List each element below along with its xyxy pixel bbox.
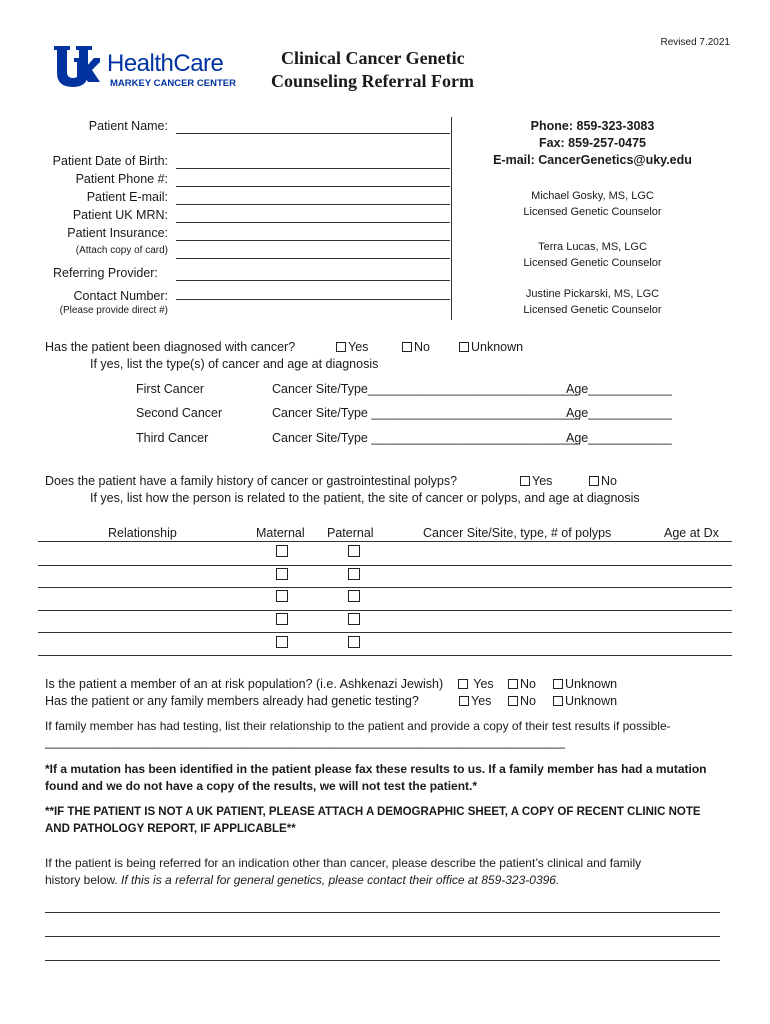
field-contact-number[interactable] xyxy=(176,299,450,300)
history-line[interactable] xyxy=(45,936,720,937)
column-header-maternal: Maternal xyxy=(256,526,305,540)
form-title-line1: Clinical Cancer Genetic xyxy=(281,48,465,68)
counselor-title: Licensed Genetic Counselor xyxy=(523,257,662,269)
label-patient-mrn: Patient UK MRN: xyxy=(72,208,168,222)
risk-no-option[interactable] xyxy=(508,677,536,691)
checkbox-icon[interactable] xyxy=(508,696,518,706)
option-label: Unknown xyxy=(565,694,618,708)
diagnosis-no-option[interactable] xyxy=(402,340,430,354)
option-label: Yes xyxy=(473,677,494,691)
checkbox-icon[interactable] xyxy=(402,342,412,352)
risk-yes-option[interactable] xyxy=(458,677,494,691)
label-patient-email: Patient E-mail: xyxy=(86,190,168,204)
insurance-note: (Attach copy of card) xyxy=(75,245,168,256)
contact-note: (Please provide direct #) xyxy=(59,305,168,316)
logo-subtitle: MARKEY CANCER CENTER xyxy=(110,78,236,89)
diagnosis-question: Has the patient been diagnosed with cancer? xyxy=(45,340,296,354)
paternal-checkbox[interactable] xyxy=(348,636,360,648)
column-divider xyxy=(451,117,452,320)
clinic-fax: Fax: 859-257-0475 xyxy=(538,136,647,150)
logo-brand: HealthCare xyxy=(107,50,224,77)
cancer-row-label: Third Cancer xyxy=(136,431,209,445)
checkbox-icon[interactable] xyxy=(459,342,469,352)
counselor-title: Licensed Genetic Counselor xyxy=(523,304,662,316)
field-patient-mrn[interactable] xyxy=(176,222,450,223)
checkbox-icon[interactable] xyxy=(458,679,468,689)
non-uk-notice-line1: **IF THE PATIENT IS NOT A UK PATIENT, PLEASE ATTACH A DEMOGRAPHIC SHEET, A COPY OF RECENT CLINIC NOTE xyxy=(45,806,701,818)
option-label: Unknown xyxy=(565,677,618,691)
label-patient-insurance: Patient Insurance: xyxy=(67,226,168,240)
revised-date: Revised 7.2021 xyxy=(660,37,730,48)
label-patient-dob: Patient Date of Birth: xyxy=(52,154,168,168)
cancer-row-label: Second Cancer xyxy=(136,406,223,420)
cancer-site-field[interactable]: Cancer Site/Type ______________________________ xyxy=(272,431,580,445)
uk-logo-icon xyxy=(52,44,102,90)
option-label: No xyxy=(520,677,536,691)
history-line[interactable] xyxy=(45,912,720,913)
column-header-paternal: Paternal xyxy=(327,526,374,540)
table-row[interactable] xyxy=(38,565,732,566)
family-no-option[interactable] xyxy=(589,474,617,488)
paternal-checkbox[interactable] xyxy=(348,545,360,557)
checkbox-icon[interactable] xyxy=(553,696,563,706)
other-indication-line2 xyxy=(45,873,559,887)
mutation-notice-line1: *If a mutation has been identified in the patient please fax these results to us. If a family member has had a mutation xyxy=(45,762,707,776)
genetic-testing-question: Has the patient or any family members already had genetic testing? xyxy=(45,694,419,708)
option-label: Yes xyxy=(471,694,492,708)
diagnosis-yes-option[interactable] xyxy=(336,340,368,354)
label-patient-name: Patient Name: xyxy=(88,119,168,133)
checkbox-icon[interactable] xyxy=(589,476,599,486)
label-patient-phone: Patient Phone #: xyxy=(75,172,168,186)
checkbox-icon[interactable] xyxy=(520,476,530,486)
option-label: No xyxy=(414,340,430,354)
cancer-site-field[interactable]: Cancer Site/Type ______________________________ xyxy=(272,406,580,420)
counselor-name: Justine Pickarski, MS, LGC xyxy=(525,288,660,300)
maternal-checkbox[interactable] xyxy=(276,613,288,625)
other-indication-text: history below. xyxy=(45,873,118,887)
table-row[interactable] xyxy=(38,632,732,633)
field-patient-insurance-2[interactable] xyxy=(176,258,450,259)
checkbox-icon[interactable] xyxy=(459,696,469,706)
uk-healthcare-logo xyxy=(52,44,252,92)
column-header-cancer-site: Cancer Site/Site, type, # of polyps xyxy=(423,526,612,540)
field-patient-name[interactable] xyxy=(176,133,450,134)
label-contact-number: Contact Number: xyxy=(73,289,168,303)
option-label: No xyxy=(601,474,617,488)
checkbox-icon[interactable] xyxy=(336,342,346,352)
table-header-rule xyxy=(38,541,732,542)
other-indication-line1: If the patient is being referred for an indication other than cancer, please describe the patient’s clinical and family xyxy=(45,856,642,870)
counselor-title: Licensed Genetic Counselor xyxy=(523,206,662,218)
field-patient-email[interactable] xyxy=(176,204,450,205)
field-patient-dob[interactable] xyxy=(176,168,450,169)
paternal-checkbox[interactable] xyxy=(348,568,360,580)
field-patient-insurance[interactable] xyxy=(176,240,450,241)
column-header-age-dx: Age at Dx xyxy=(664,526,719,540)
cancer-site-field[interactable]: Cancer Site/Type______________________________ xyxy=(272,382,577,396)
diagnosis-subtext: If yes, list the type(s) of cancer and age at diagnosis xyxy=(90,357,379,371)
diagnosis-unknown-option[interactable] xyxy=(459,340,523,354)
cancer-row-label: First Cancer xyxy=(136,382,205,396)
column-header-relationship: Relationship xyxy=(108,526,177,540)
field-patient-phone[interactable] xyxy=(176,186,450,187)
maternal-checkbox[interactable] xyxy=(276,636,288,648)
maternal-checkbox[interactable] xyxy=(276,590,288,602)
paternal-checkbox[interactable] xyxy=(348,613,360,625)
option-label: No xyxy=(520,694,536,708)
testing-no-option[interactable] xyxy=(508,694,536,708)
cancer-age-field[interactable]: Age____________ xyxy=(566,431,672,445)
non-uk-notice-line2: AND PATHOLOGY REPORT, IF APPLICABLE** xyxy=(45,823,296,835)
checkbox-icon[interactable] xyxy=(553,679,563,689)
paternal-checkbox[interactable] xyxy=(348,590,360,602)
testing-note: If family member has had testing, list their relationship to the patient and provide a copy of their test results if possible- xyxy=(45,719,671,733)
testing-yes-option[interactable] xyxy=(459,694,491,708)
risk-unknown-option[interactable] xyxy=(553,677,617,691)
family-history-question: Does the patient have a family history of cancer or gastrointestinal polyps? xyxy=(45,474,458,488)
option-label: Unknown xyxy=(471,340,524,354)
label-referring-provider: Referring Provider: xyxy=(53,266,158,280)
general-genetics-note: If this is a referral for general genetics, please contact their office at 859-323-0396. xyxy=(121,873,560,887)
testing-unknown-option[interactable] xyxy=(553,694,617,708)
option-label: Yes xyxy=(348,340,369,354)
maternal-checkbox[interactable] xyxy=(276,545,288,557)
table-row[interactable] xyxy=(38,610,732,611)
clinic-phone: Phone: 859-323-3083 xyxy=(530,119,655,133)
history-line[interactable] xyxy=(45,960,720,961)
family-history-subtext: If yes, list how the person is related to the patient, the site of cancer or polyps, and age at diagnosis xyxy=(90,491,640,505)
mutation-notice-line2: found and we do not have a copy of the results, we will not test the patient.* xyxy=(45,779,478,793)
cancer-age-field[interactable]: Age____________ xyxy=(566,406,672,420)
maternal-checkbox[interactable] xyxy=(276,568,288,580)
table-row[interactable] xyxy=(38,587,732,588)
risk-population-question: Is the patient a member of an at risk population? (i.e. Ashkenazi Jewish) xyxy=(45,677,444,691)
form-title-line2: Counseling Referral Form xyxy=(271,71,474,91)
option-label: Yes xyxy=(532,474,553,488)
checkbox-icon[interactable] xyxy=(508,679,518,689)
table-row[interactable] xyxy=(38,655,732,656)
counselor-name: Michael Gosky, MS, LGC xyxy=(531,190,654,202)
cancer-age-field[interactable]: Age____________ xyxy=(566,382,672,396)
testing-response-line[interactable]: _____________________________________________________________________________ xyxy=(45,735,565,749)
field-referring-provider[interactable] xyxy=(176,280,450,281)
clinic-email[interactable]: E-mail: CancerGenetics@uky.edu xyxy=(493,153,692,167)
family-yes-option[interactable] xyxy=(520,474,552,488)
counselor-name: Terra Lucas, MS, LGC xyxy=(538,241,647,253)
